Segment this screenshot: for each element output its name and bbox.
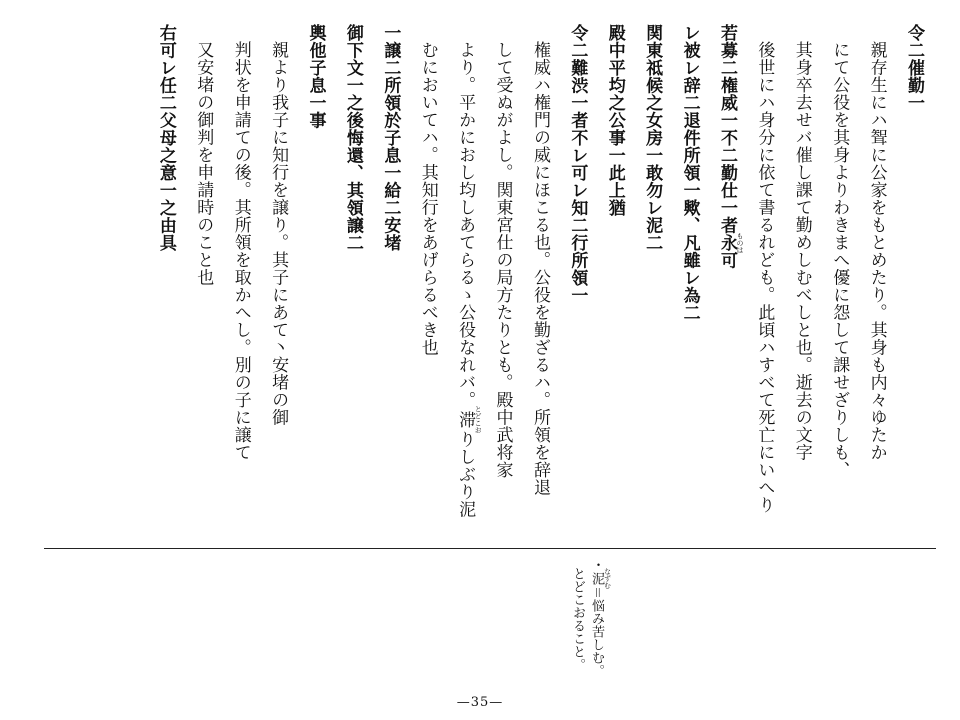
footnote-divider: [44, 548, 936, 549]
text-segment: 若募二権威一不二勤仕一者: [716, 24, 737, 234]
text-segment: より。平かにおし均しあてらるゝ公役なれバ。: [455, 41, 476, 409]
ruby-annotated-word: [455, 405, 483, 434]
footnote-line: とどこおること。: [570, 567, 585, 671]
text-column: 殿中平均之公事一此上猶: [604, 24, 625, 217]
text-column: 一譲二所領於子息一給二安堵: [380, 24, 401, 252]
text-column: 其身卒去せバ催し課て勤めしむべしと也。逝去の文字: [791, 41, 812, 461]
text-column: 判状を申請ての後。其所領を取かへし。別の子に譲て: [230, 41, 251, 461]
text-column: レ被レ辞二退件所領一歟、凡雖レ為二: [679, 24, 700, 322]
footnote-bullet: ・: [589, 558, 604, 571]
footnote-line: [587, 558, 612, 698]
text-segment: りしぶり泥: [455, 430, 476, 518]
footnote: [568, 558, 612, 698]
text-column: 令二難渋一者不レ可レ知二行所領一: [567, 24, 588, 304]
ruby-reading: とどこお: [474, 405, 483, 434]
page-number: —35—: [456, 695, 504, 710]
footnote-term: [589, 568, 612, 589]
text-column: 関東祗候之女房一敢勿レ泥二: [642, 24, 663, 252]
text-column: 令二催勤一: [904, 24, 924, 112]
text-column: 御下文一之後悔還、其領譲二: [342, 24, 363, 252]
text-column: 親存生にハ聟に公家をもとめたり。其身も内々ゆたか: [866, 41, 887, 461]
text-column: 後世にハ身分に依て書るれども。此頃ハすべて死亡にいへり: [754, 41, 775, 514]
text-column: 親より我子に知行を譲り。其子にあて丶安堵の御: [268, 41, 289, 426]
text-column: むにおいてハ。其知行をあげらるべき也: [417, 41, 438, 356]
text-column: 右可レ任二父母之意一之由具: [155, 24, 176, 252]
ruby-base: 滞: [455, 405, 476, 434]
ruby-reading: ものは: [735, 232, 744, 254]
text-column: 又安堵の御判を申請時のこと也: [193, 41, 214, 286]
footnote-term-base: 泥: [589, 568, 604, 589]
ruby-annotated-word: [716, 232, 744, 254]
footnote-definition: ＝悩み苦しむ。: [589, 586, 604, 678]
text-column: [708, 24, 745, 539]
text-column: 権威ハ権門の威にほこる也。公役を勤ざるハ。所領を辞退: [529, 41, 550, 496]
text-segment: 可: [716, 251, 737, 269]
text-column: [446, 24, 483, 539]
ruby-base: 永: [716, 232, 737, 254]
main-text-block: [32, 24, 932, 539]
footnote-term-reading: なずむ: [603, 568, 612, 589]
text-column: して受ぬがよし。関東宮仕の局方たりとも。殿中武将家: [492, 41, 513, 479]
text-column: にて公役を其身よりわきまへ優に怨して課せざりしも、: [829, 41, 850, 479]
text-column: 輿他子息一事: [305, 24, 326, 129]
